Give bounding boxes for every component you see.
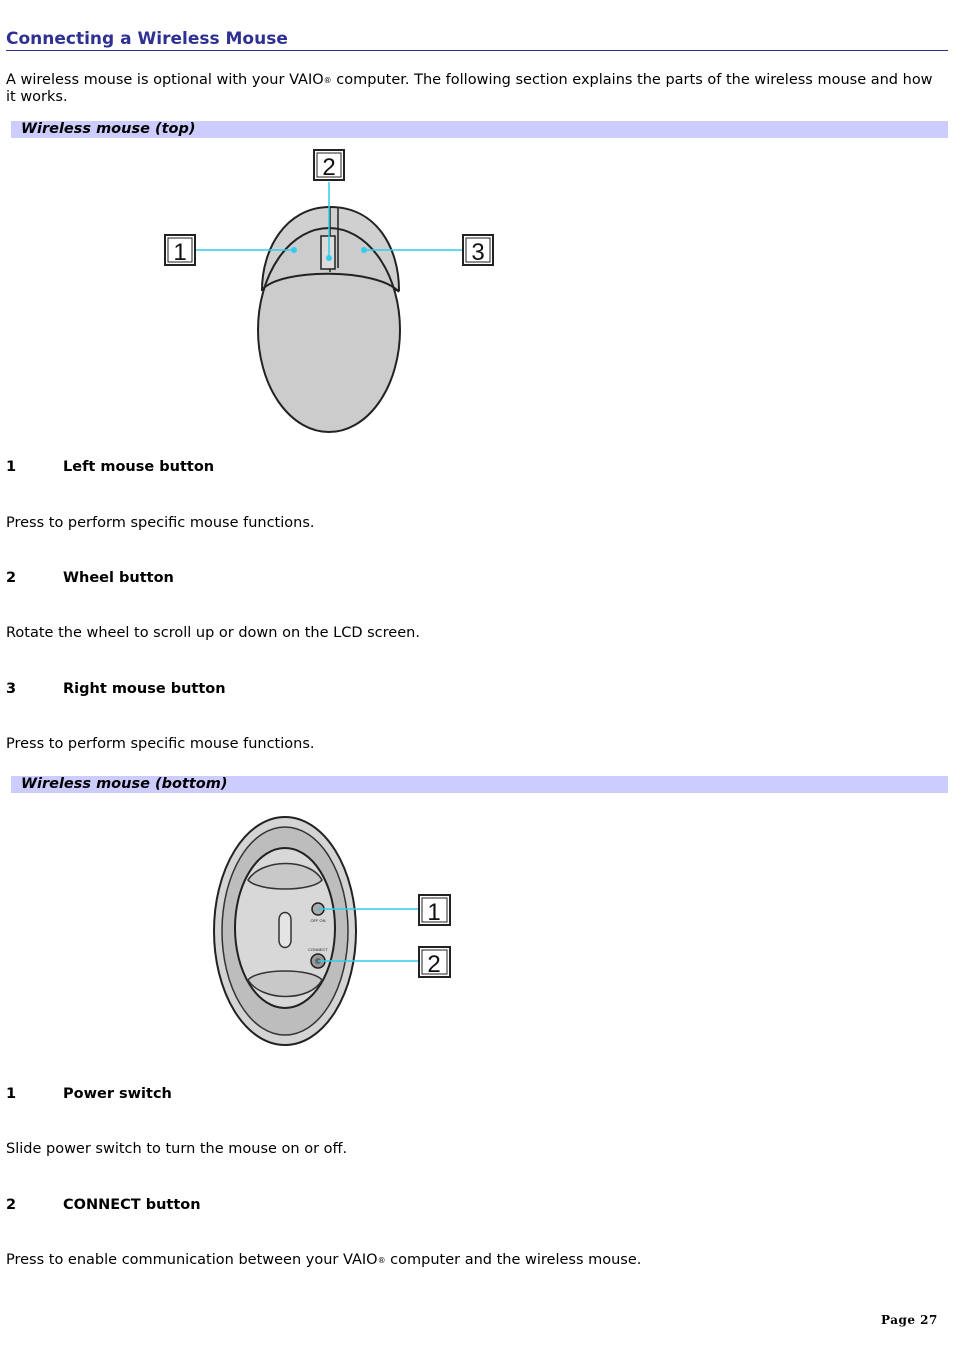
- item-number: 1: [6, 1086, 17, 1102]
- callout-number: 3: [471, 239, 485, 266]
- mouse-bottom-illustration: [214, 817, 356, 1045]
- item-description: Slide power switch to turn the mouse on or off.: [6, 1141, 348, 1157]
- item-description: [6, 1252, 641, 1268]
- section-heading-label: Wireless mouse (bottom): [21, 776, 228, 792]
- callout-box-2-top: [314, 150, 344, 181]
- page-number: Page 27: [881, 1313, 938, 1327]
- item-description: Rotate the wheel to scroll up or down on the LCD screen.: [6, 625, 420, 641]
- item-term-left-button: Left mouse button: [63, 459, 215, 475]
- page-title: Connecting a Wireless Mouse: [6, 29, 948, 51]
- item-number: 2: [6, 570, 17, 586]
- connect-button-label: CONNECT: [308, 947, 328, 952]
- item-description: Press to perform specific mouse functions.: [6, 515, 315, 531]
- intro-text: A wireless mouse is optional with your VAIO: [6, 72, 324, 88]
- callout-box-3-top: [463, 235, 493, 266]
- power-switch-label: OFF ON: [310, 918, 326, 923]
- callout-lines-top: [196, 182, 462, 258]
- item-number: 3: [6, 681, 17, 697]
- callout-box-2-bottom: [419, 947, 450, 978]
- item-term-right-button: Right mouse button: [63, 681, 226, 697]
- item-term-power-switch: Power switch: [63, 1086, 172, 1102]
- callout-number: 1: [173, 239, 187, 266]
- registered-mark: ®: [377, 1256, 386, 1265]
- callout-number: 2: [427, 951, 441, 978]
- callout-number: 2: [322, 154, 336, 181]
- item-description: Press to perform specific mouse functions.: [6, 736, 315, 752]
- item-number: 1: [6, 459, 17, 475]
- description-text: Press to enable communication between your VAIO: [6, 1252, 378, 1268]
- item-number: 2: [6, 1197, 17, 1213]
- item-term-connect-button: CONNECT button: [63, 1197, 201, 1213]
- description-text-continued: computer and the wireless mouse.: [385, 1252, 642, 1268]
- section-heading-bottom: [11, 776, 948, 793]
- callout-box-1-bottom: [419, 895, 450, 926]
- callout-box-1-top: [165, 235, 195, 266]
- item-term-wheel-button: Wheel button: [63, 570, 174, 586]
- registered-mark: ®: [323, 76, 332, 85]
- callout-number: 1: [427, 899, 441, 926]
- section-heading-label: Wireless mouse (top): [21, 121, 196, 137]
- intro-text-continued: computer. The following section explains the parts of the wireless mouse and how it works.: [6, 72, 933, 105]
